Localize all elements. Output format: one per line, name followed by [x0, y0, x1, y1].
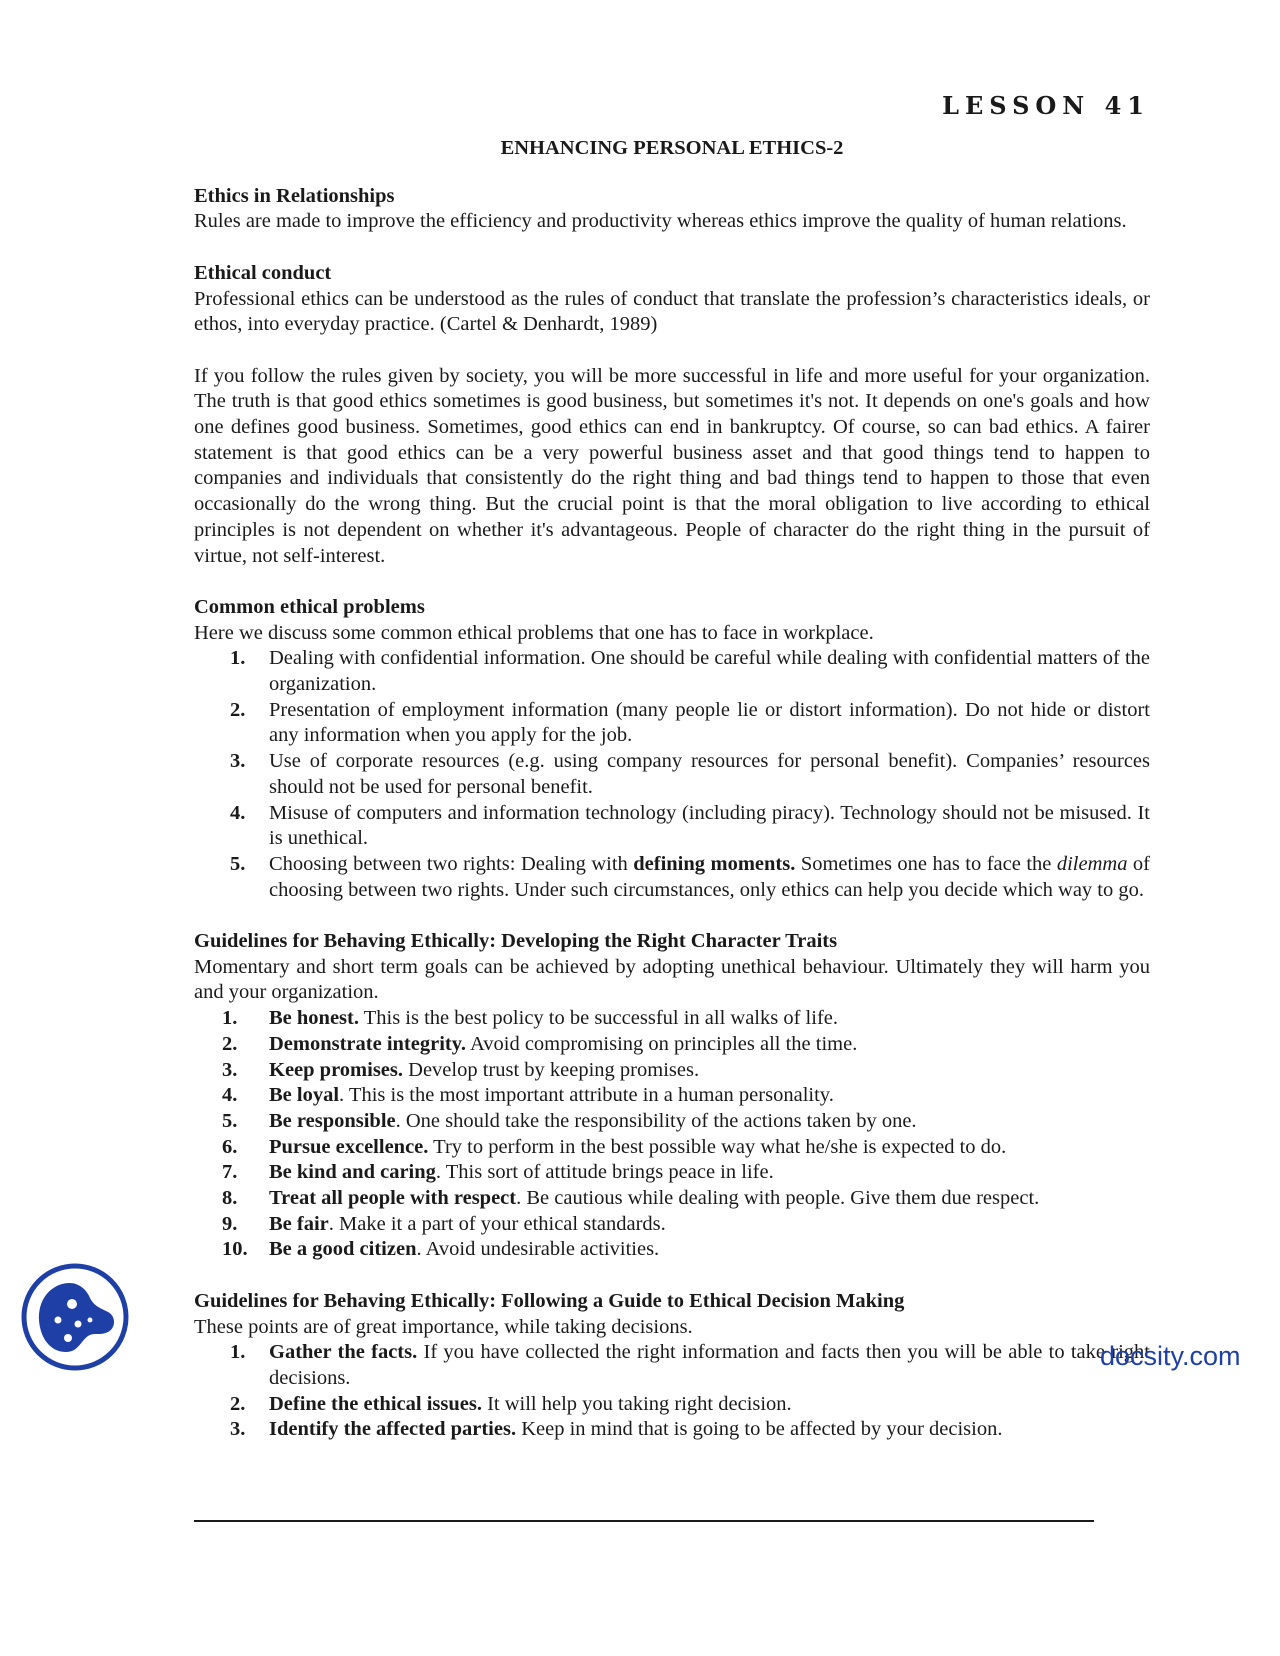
- list-item: 2. Presentation of employment information (many people lie or distort information). Do not hide or distort any information when you apply for the job.: [230, 698, 1150, 747]
- list-item: 1. Gather the facts. If you have collected the right information and facts then you will be able to take right decisions.: [230, 1341, 1150, 1389]
- footer-rule: [194, 1520, 1094, 1522]
- decision-list: [194, 1340, 1150, 1443]
- problems-list: [194, 646, 1150, 903]
- list-item: 1. Dealing with confidential information. One should be careful while dealing with confidential matters of the organization.: [230, 647, 1150, 696]
- list-item: 6. Pursue excellence. Try to perform in the best possible way what he/she is expected to do.: [222, 1135, 1007, 1158]
- section-heading: Common ethical problems: [194, 595, 425, 618]
- document-page: [194, 91, 1151, 1443]
- section-heading: Ethical conduct: [194, 261, 332, 284]
- list-item: 7. Be kind and caring. This sort of attitude brings peace in life.: [222, 1161, 774, 1184]
- list-item: 3. Identify the affected parties. Keep in mind that is going to be affected by your decision.: [230, 1418, 1003, 1441]
- paragraph: Here we discuss some common ethical problems that one has to face in workplace.: [194, 621, 874, 644]
- section-heading: Guidelines for Behaving Ethically: Developing the Right Character Traits: [194, 930, 838, 953]
- paragraph: Momentary and short term goals can be achieved by adopting unethical behaviour. Ultimately they will harm you and your organization.: [194, 955, 1150, 1004]
- page-title: ENHANCING PERSONAL ETHICS-2: [500, 137, 844, 159]
- list-item: 5. Be responsible. One should take the responsibility of the actions taken by one.: [222, 1109, 917, 1132]
- section-heading: Ethics in Relationships: [194, 184, 395, 207]
- list-item: 3. Use of corporate resources (e.g. using company resources for personal benefit). Companies’ resources should not be used for personal benefit.: [230, 750, 1150, 798]
- docsity-logo-icon[interactable]: [20, 1262, 130, 1372]
- traits-list: [194, 1006, 1150, 1263]
- list-item: 8. Treat all people with respect. Be cautious while dealing with people. Give them due respect.: [222, 1187, 1040, 1210]
- paragraph: If you follow the rules given by society, you will be more successful in life and more useful for your organization. The truth is that good ethics sometimes is good business, but sometimes it's not. It depends on one's goals and how one defines good business. Sometimes, good ethics can end in bankruptcy. Of course, so can bad ethics. A fairer statement is that good ethics can be a very powerful business asset and that good things tend to happen to companies and individuals that consistently do the right thing and bad things tend to happen to those that even occasionally do the wrong thing. But the crucial point is that the moral obligation to live according to ethical principles is not dependent on whether it's advantageous. People of character do the right thing in the pursuit of virtue, not self-interest.: [194, 364, 1150, 567]
- lesson-number: LESSON 41: [942, 91, 1150, 120]
- list-item: 2. Define the ethical issues. It will help you taking right decision.: [230, 1392, 792, 1415]
- list-item: 3. Keep promises. Develop trust by keeping promises.: [222, 1058, 700, 1081]
- section-heading: Guidelines for Behaving Ethically: Following a Guide to Ethical Decision Making: [194, 1289, 905, 1312]
- list-item: 2. Demonstrate integrity. Avoid compromising on principles all the time.: [222, 1032, 858, 1055]
- docsity-brand-text[interactable]: docsity.com: [1100, 1341, 1241, 1371]
- list-item: 5. Choosing between two rights: Dealing with defining moments. Sometimes one has to face the dilemma of choosing between two rights. Under such circumstances, only ethics can help you decide which way to go.: [230, 852, 1151, 901]
- list-item: 10. Be a good citizen. Avoid undesirable activities.: [222, 1238, 660, 1261]
- list-item: 1. Be honest. This is the best policy to be successful in all walks of life.: [222, 1007, 838, 1030]
- list-item: 4. Be loyal. This is the most important attribute in a human personality.: [222, 1084, 834, 1107]
- list-item: 9. Be fair. Make it a part of your ethical standards.: [222, 1212, 666, 1235]
- paragraph: Rules are made to improve the efficiency and productivity whereas ethics improve the quality of human relations.: [194, 210, 1127, 233]
- paragraph: Professional ethics can be understood as the rules of conduct that translate the profession’s characteristics ideals, or ethos, into everyday practice. (Cartel & Denhardt, 1989): [194, 287, 1150, 336]
- paragraph: These points are of great importance, while taking decisions.: [194, 1315, 693, 1338]
- list-item: 4. Misuse of computers and information technology (including piracy). Technology should not be misused. It is unethical.: [230, 801, 1150, 850]
